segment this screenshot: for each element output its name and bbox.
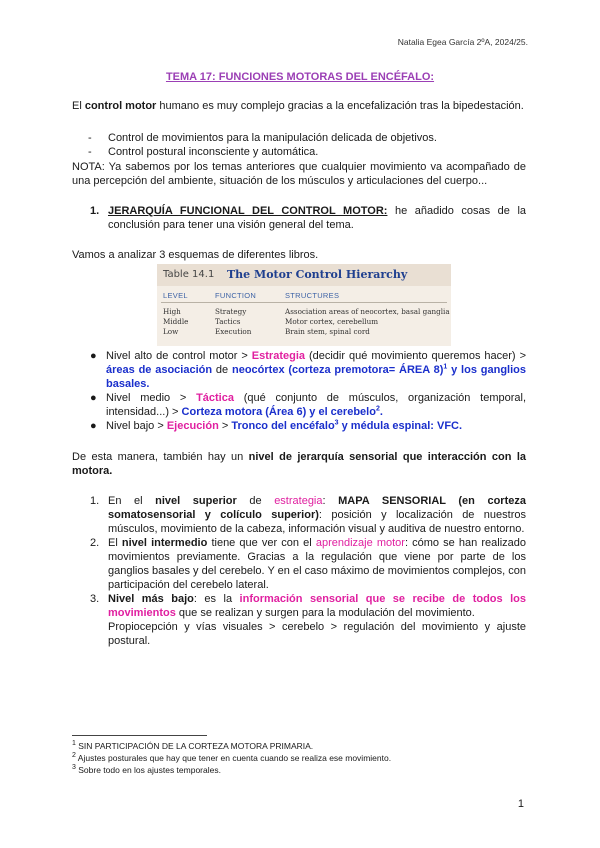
footnote-separator <box>72 735 207 736</box>
list-item: ● Nivel bajo > Ejecución > Tronco del encéfalo$^3$ y médula espinal: VFC. <box>90 419 463 432</box>
motor-hierarchy-table <box>157 264 451 346</box>
bullet-dot: ● <box>90 392 97 404</box>
intro-paragraph: El control motor humano es muy complejo gracias a la encefalización tras la bipedestación. <box>72 100 524 112</box>
table-cell: Motor cortex, cerebellum <box>285 317 379 326</box>
table-cell: Execution <box>215 327 252 336</box>
page-title: TEMA 17: FUNCIONES MOTORAS DEL ENCÉFALO: <box>165 71 435 83</box>
dash-item: - Control postural inconsciente y automática. <box>88 146 319 158</box>
col-header: FUNCTION <box>215 291 257 300</box>
numbered-list <box>90 494 526 648</box>
list-item-extra: Propiocepción y vías visuales > cerebelo > regulación del movimiento y ajuste postural. <box>108 621 526 647</box>
author-header: Natalia Egea García 2ºA, 2024/25. <box>397 37 528 47</box>
bullet-dot: ● <box>90 420 97 432</box>
table-cell: Strategy <box>215 307 247 316</box>
table-number: Table 14.1 <box>163 269 215 280</box>
list-item: ● Nivel medio > Táctica (qué conjunto de músculos, organización temporal, intensidad...) > Corteza motora (Área 6) y el cerebelo$^2$. <box>90 392 526 418</box>
col-header: LEVEL <box>163 291 188 300</box>
list-item: 1. En el nivel superior de estrategia: MAPA SENSORIAL (en corteza somatosensorial y colículo superior): posición y localización de nuestros músculos, movimiento de la cabeza, información visual y auditiva de nuestro entorno. <box>90 495 526 535</box>
section-heading: 1. JERARQUÍA FUNCIONAL DEL CONTROL MOTOR: he añadido cosas de la conclusión para tener una visión general del tema. <box>90 205 527 231</box>
list-item: 2. El nivel intermedio tiene que ver con el aprendizaje motor: cómo se han realizado movimientos previamente. Gracias a la regulación que viene por parte de los ganglios basales y del cerebelo. Y en el caso máximo de movimientos complejos, con participación del cerebelo lateral. <box>90 537 526 591</box>
table-cell: Tactics <box>215 317 241 326</box>
table-cell: High <box>163 307 181 316</box>
list-item: ● Nivel alto de control motor > Estrategia (decidir qué movimiento queremos hacer) > áreas de asociación de neocórtex (corteza premotora= ÁREA 8)$^1$ y los ganglios basales. <box>90 350 526 390</box>
footnote: $^2$ Ajustes posturales que hay que tener en cuenta cuando se realiza ese movimiento. <box>72 752 392 763</box>
page-number: 1 <box>517 798 524 810</box>
table-cell: Brain stem, spinal cord <box>285 327 370 336</box>
table-header-band <box>157 264 451 286</box>
table-cell: Middle <box>163 317 189 326</box>
table-cell: Association areas of neocortex, basal ganglia <box>285 307 450 316</box>
sensorial-paragraph: De esta manera, también hay un nivel de jerarquía sensorial que interacción con la motora. <box>72 451 526 477</box>
footnote: $^1$ SIN PARTICIPACIÓN DE LA CORTEZA MOTORA PRIMARIA. <box>72 740 314 751</box>
nota-paragraph: NOTA: Ya sabemos por los temas anteriores que cualquier movimiento va acompañado de una percepción del ambiente, situación de los músculos y articulaciones del cuerpo... <box>72 161 526 187</box>
bullet-list <box>90 349 526 433</box>
bullet-dot: ● <box>90 350 97 362</box>
vamos-paragraph: Vamos a analizar 3 esquemas de diferentes libros. <box>72 249 319 261</box>
col-header: STRUCTURES <box>285 291 340 300</box>
table-cell: Low <box>163 327 179 336</box>
footnote: $^3$ Sobre todo en los ajustes temporales. <box>72 764 221 775</box>
table-title: The Motor Control Hierarchy <box>227 268 408 281</box>
dash-item: - Control de movimientos para la manipulación delicada de objetivos. <box>88 132 437 144</box>
table-rule <box>161 302 447 303</box>
list-item: 3. Nivel más bajo: es la información sensorial que se recibe de todos los movimientos que se realizan y surgen para la modulación del movimiento. Propiocepción y vías visuales > cerebelo > regulación del movimiento y ajuste postural. <box>90 593 526 647</box>
